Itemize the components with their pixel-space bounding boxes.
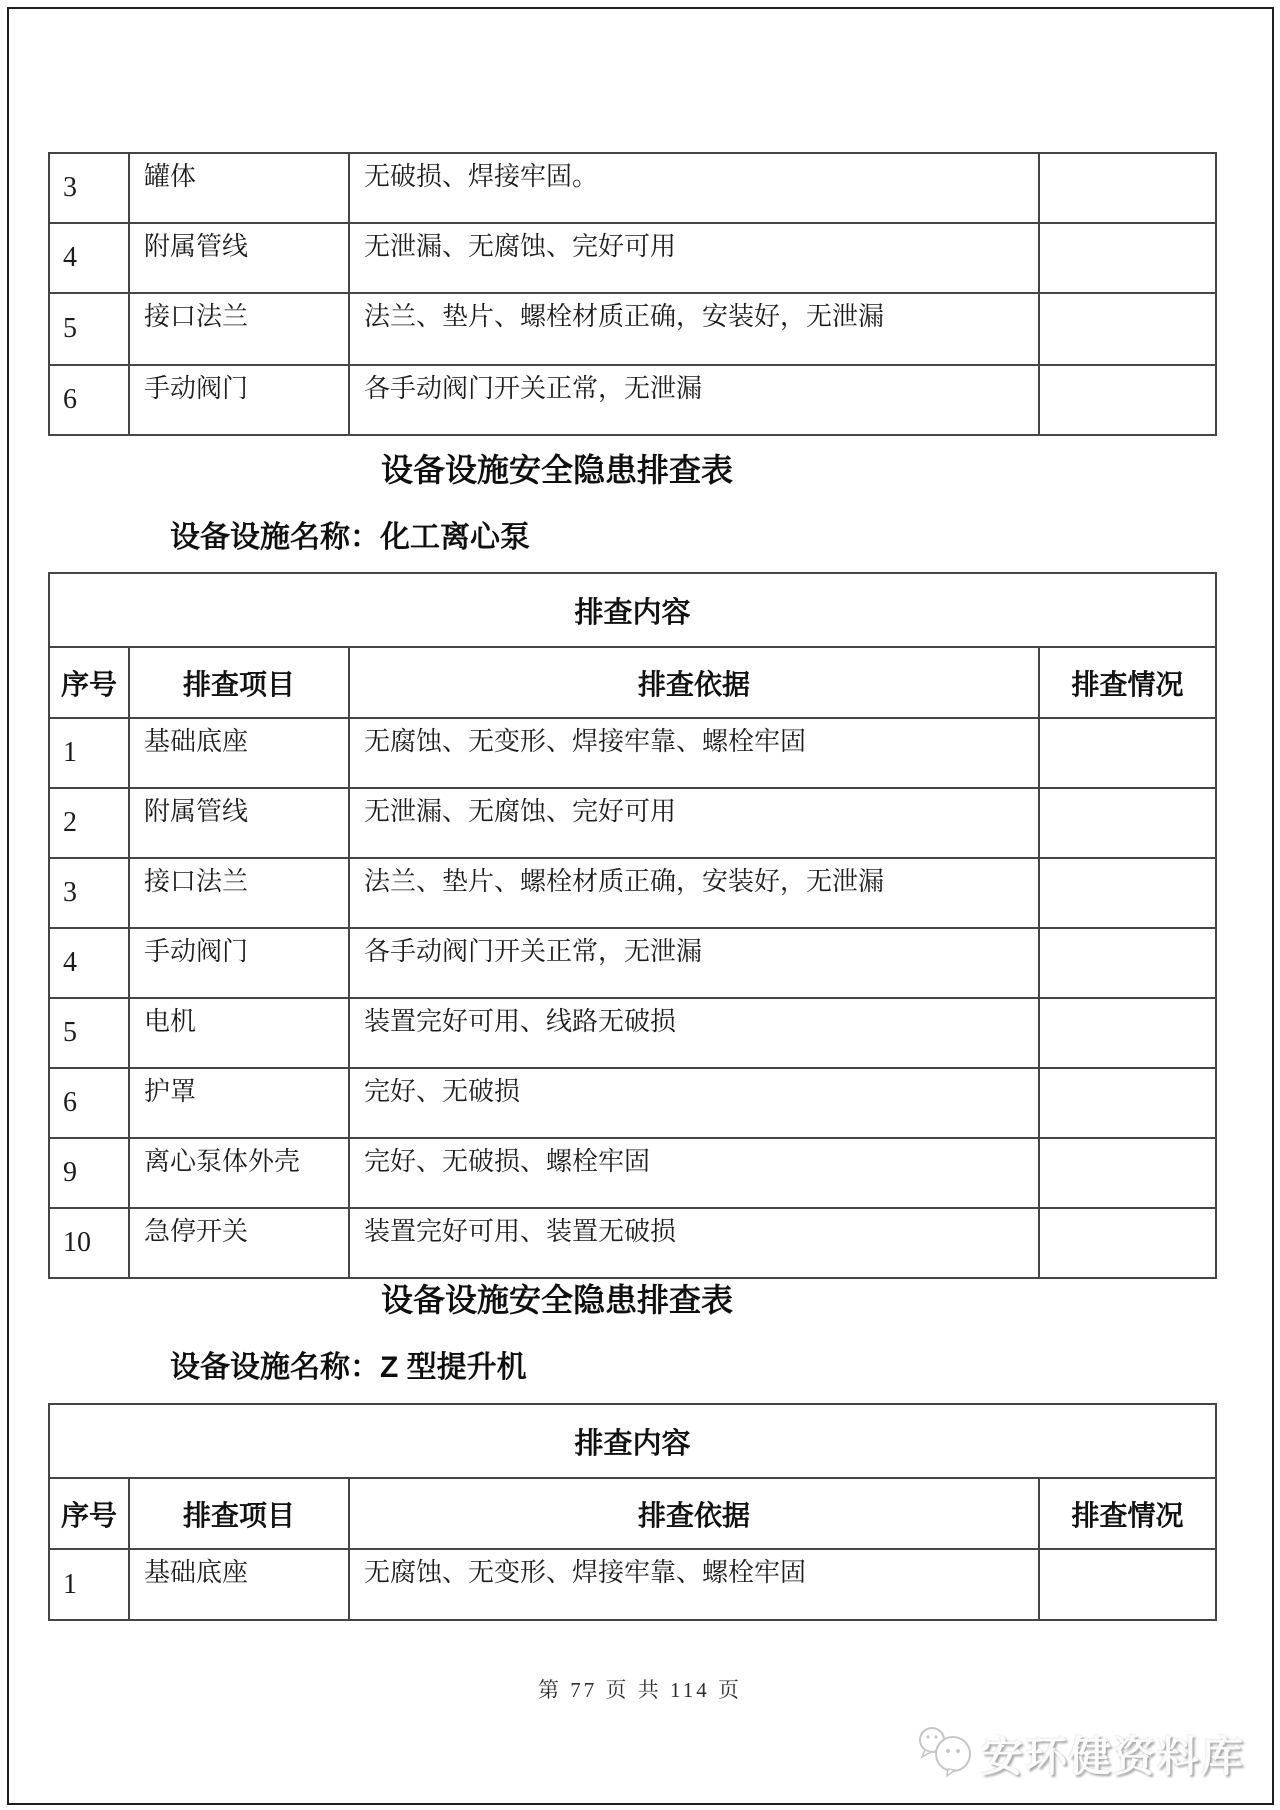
col-header-item: 排查项目	[129, 1478, 349, 1549]
table-row	[49, 998, 1216, 1068]
row-basis-cell: 各手动阀门开关正常，无泄漏	[349, 365, 1039, 435]
row-item-cell: 电机	[129, 998, 349, 1068]
row-basis-cell: 无破损、焊接牢固。	[349, 153, 1039, 223]
row-no-cell: 4	[49, 223, 129, 293]
row-item-cell: 离心泵体外壳	[129, 1138, 349, 1208]
row-no-cell: 5	[49, 293, 129, 365]
col-header-basis: 排查依据	[349, 647, 1039, 718]
row-item-cell: 罐体	[129, 153, 349, 223]
watermark	[915, 1724, 1245, 1784]
row-basis-cell: 无腐蚀、无变形、焊接牢靠、螺栓牢固	[349, 1549, 1039, 1620]
table-row	[49, 718, 1216, 788]
row-no-cell: 9	[49, 1138, 129, 1208]
row-no-cell: 4	[49, 928, 129, 998]
col-header-basis: 排查依据	[349, 1478, 1039, 1549]
row-no-cell: 6	[49, 365, 129, 435]
row-status-cell	[1039, 718, 1216, 788]
equipment-name-pump: 设备设施名称：化工离心泵	[170, 521, 530, 554]
row-basis-cell: 无腐蚀、无变形、焊接牢靠、螺栓牢固	[349, 718, 1039, 788]
row-status-cell	[1039, 223, 1216, 293]
row-basis-cell: 完好、无破损	[349, 1068, 1039, 1138]
row-status-cell	[1039, 153, 1216, 223]
row-item-cell: 接口法兰	[129, 293, 349, 365]
row-status-cell	[1039, 858, 1216, 928]
row-item-cell: 手动阀门	[129, 365, 349, 435]
row-status-cell	[1039, 1549, 1216, 1620]
row-no-cell: 1	[49, 718, 129, 788]
row-basis-cell: 装置完好可用、装置无破损	[349, 1208, 1039, 1278]
table-caption-row	[49, 573, 1216, 647]
row-status-cell	[1039, 998, 1216, 1068]
inspection-table-hoist	[48, 1403, 1217, 1621]
table-row	[49, 1549, 1216, 1620]
row-item-cell: 附属管线	[129, 223, 349, 293]
col-header-no: 序号	[49, 647, 129, 718]
table-header-row	[49, 647, 1216, 718]
table-row	[49, 153, 1216, 223]
table-caption: 排查内容	[49, 573, 1216, 647]
row-basis-cell: 装置完好可用、线路无破损	[349, 998, 1039, 1068]
chat-bubbles-logo-icon	[915, 1725, 975, 1784]
row-status-cell	[1039, 788, 1216, 858]
watermark-label: 安环健资料库	[980, 1733, 1245, 1780]
inspection-table-pump	[48, 572, 1217, 1279]
row-status-cell	[1039, 1208, 1216, 1278]
table-row	[49, 365, 1216, 435]
table-caption: 排查内容	[49, 1404, 1216, 1478]
row-no-cell: 3	[49, 153, 129, 223]
row-item-cell: 手动阀门	[129, 928, 349, 998]
row-status-cell	[1039, 365, 1216, 435]
row-item-cell: 附属管线	[129, 788, 349, 858]
col-header-item: 排查项目	[129, 647, 349, 718]
col-header-status: 排查情况	[1039, 647, 1216, 718]
row-item-cell: 急停开关	[129, 1208, 349, 1278]
row-status-cell	[1039, 293, 1216, 365]
row-basis-cell: 无泄漏、无腐蚀、完好可用	[349, 788, 1039, 858]
col-header-no: 序号	[49, 1478, 129, 1549]
row-basis-cell: 各手动阀门开关正常，无泄漏	[349, 928, 1039, 998]
row-status-cell	[1039, 1138, 1216, 1208]
col-header-status: 排查情况	[1039, 1478, 1216, 1549]
row-no-cell: 1	[49, 1549, 129, 1620]
row-item-cell: 基础底座	[129, 1549, 349, 1620]
table-row	[49, 1208, 1216, 1278]
row-no-cell: 10	[49, 1208, 129, 1278]
row-no-cell: 3	[49, 858, 129, 928]
table-caption-row	[49, 1404, 1216, 1478]
table-row	[49, 1068, 1216, 1138]
section-title-pump: 设备设施安全隐患排查表	[380, 452, 733, 488]
table-row	[49, 858, 1216, 928]
row-item-cell: 接口法兰	[129, 858, 349, 928]
row-basis-cell: 法兰、垫片、螺栓材质正确，安装好，无泄漏	[349, 858, 1039, 928]
page-number: 第 77 页 共 114 页	[538, 1678, 742, 1702]
table-row	[49, 223, 1216, 293]
row-no-cell: 5	[49, 998, 129, 1068]
inspection-table-top	[48, 152, 1217, 436]
table-header-row	[49, 1478, 1216, 1549]
row-basis-cell: 法兰、垫片、螺栓材质正确，安装好，无泄漏	[349, 293, 1039, 365]
row-status-cell	[1039, 1068, 1216, 1138]
table-row	[49, 788, 1216, 858]
table-row	[49, 928, 1216, 998]
equipment-name-hoist: 设备设施名称：Z 型提升机	[170, 1351, 527, 1384]
row-no-cell: 6	[49, 1068, 129, 1138]
table-row	[49, 293, 1216, 365]
section-title-hoist: 设备设施安全隐患排查表	[380, 1282, 733, 1318]
row-no-cell: 2	[49, 788, 129, 858]
row-item-cell: 基础底座	[129, 718, 349, 788]
row-status-cell	[1039, 928, 1216, 998]
table-row	[49, 1138, 1216, 1208]
row-basis-cell: 无泄漏、无腐蚀、完好可用	[349, 223, 1039, 293]
row-item-cell: 护罩	[129, 1068, 349, 1138]
row-basis-cell: 完好、无破损、螺栓牢固	[349, 1138, 1039, 1208]
